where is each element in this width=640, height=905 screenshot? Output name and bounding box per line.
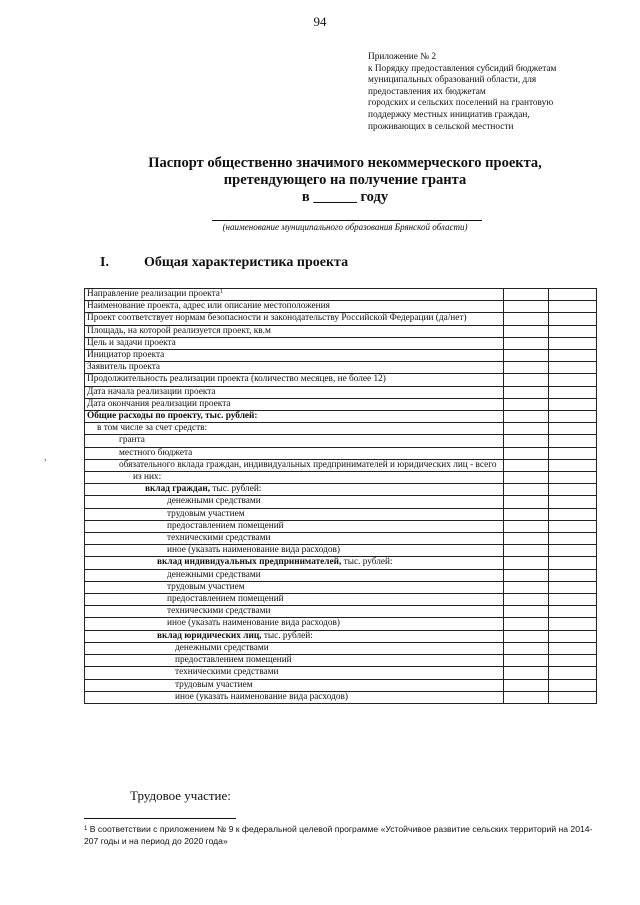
value-cell[interactable] bbox=[549, 313, 597, 325]
row-label: техническими средствами bbox=[85, 533, 504, 545]
value-cell[interactable] bbox=[549, 655, 597, 667]
value-cell[interactable] bbox=[504, 557, 549, 569]
value-cell[interactable] bbox=[549, 557, 597, 569]
row-label: предоставлением помещений bbox=[85, 655, 504, 667]
footnote bbox=[84, 823, 604, 847]
value-cell[interactable] bbox=[504, 667, 549, 679]
value-cell[interactable] bbox=[549, 411, 597, 423]
value-cell[interactable] bbox=[504, 350, 549, 362]
appendix-line: проживающих в сельской местности bbox=[368, 121, 514, 132]
table-row bbox=[85, 301, 597, 313]
row-label: Дата начала реализации проекта bbox=[85, 386, 504, 398]
table-row bbox=[85, 289, 597, 301]
table-row bbox=[85, 374, 597, 386]
row-label: иное (указать наименование вида расходов) bbox=[85, 691, 504, 703]
value-cell[interactable] bbox=[549, 435, 597, 447]
row-label: из них: bbox=[85, 472, 504, 484]
table-row bbox=[85, 642, 597, 654]
value-cell[interactable] bbox=[549, 581, 597, 593]
value-cell[interactable] bbox=[549, 594, 597, 606]
value-cell[interactable] bbox=[549, 569, 597, 581]
project-characteristics-table bbox=[84, 288, 597, 704]
value-cell[interactable] bbox=[504, 472, 549, 484]
table-row bbox=[85, 533, 597, 545]
value-cell[interactable] bbox=[504, 411, 549, 423]
appendix-line: к Порядку предоставления субсидий бюджетам bbox=[368, 63, 557, 74]
value-cell[interactable] bbox=[504, 679, 549, 691]
value-cell[interactable] bbox=[549, 423, 597, 435]
section-number: I. bbox=[100, 255, 109, 270]
value-cell[interactable] bbox=[504, 398, 549, 410]
value-cell[interactable] bbox=[504, 606, 549, 618]
value-cell[interactable] bbox=[549, 691, 597, 703]
row-label: местного бюджета bbox=[85, 447, 504, 459]
municipality-blank-line bbox=[212, 220, 482, 221]
labor-participation-label: Трудовое участие: bbox=[130, 788, 231, 803]
value-cell[interactable] bbox=[504, 435, 549, 447]
table-row bbox=[85, 630, 597, 642]
row-label: Площадь, на которой реализуется проект, кв.м bbox=[85, 325, 504, 337]
value-cell[interactable] bbox=[504, 496, 549, 508]
value-cell[interactable] bbox=[549, 337, 597, 349]
title-line-3: в ______ году bbox=[301, 189, 389, 205]
value-cell[interactable] bbox=[549, 289, 597, 301]
value-cell[interactable] bbox=[549, 301, 597, 313]
row-label: гранта bbox=[85, 435, 504, 447]
row-label: техническими средствами bbox=[85, 667, 504, 679]
value-cell[interactable] bbox=[549, 642, 597, 654]
footnote-marker: 1 bbox=[84, 826, 88, 832]
table-row bbox=[85, 581, 597, 593]
row-label: Инициатор проекта bbox=[85, 350, 504, 362]
row-label: Продолжительность реализации проекта (количество месяцев, не более 12) bbox=[85, 374, 504, 386]
table-row bbox=[85, 679, 597, 691]
table-row bbox=[85, 459, 597, 471]
row-label: иное (указать наименование вида расходов) bbox=[85, 545, 504, 557]
document-title bbox=[0, 155, 640, 206]
table-row bbox=[85, 423, 597, 435]
table-row bbox=[85, 520, 597, 532]
table-row bbox=[85, 398, 597, 410]
value-cell[interactable] bbox=[504, 484, 549, 496]
table-row bbox=[85, 508, 597, 520]
row-label: Заявитель проекта bbox=[85, 362, 504, 374]
value-cell[interactable] bbox=[549, 350, 597, 362]
value-cell[interactable] bbox=[549, 472, 597, 484]
value-cell[interactable] bbox=[549, 398, 597, 410]
row-label: вклад граждан, тыс. рублей: bbox=[85, 484, 504, 496]
value-cell[interactable] bbox=[504, 337, 549, 349]
table-row bbox=[85, 618, 597, 630]
table-row bbox=[85, 655, 597, 667]
value-cell[interactable] bbox=[549, 618, 597, 630]
row-label: денежными средствами bbox=[85, 496, 504, 508]
value-cell[interactable] bbox=[504, 508, 549, 520]
row-label: денежными средствами bbox=[85, 569, 504, 581]
value-cell[interactable] bbox=[549, 447, 597, 459]
value-cell[interactable] bbox=[549, 520, 597, 532]
value-cell[interactable] bbox=[504, 325, 549, 337]
value-cell[interactable] bbox=[504, 533, 549, 545]
value-cell[interactable] bbox=[504, 289, 549, 301]
value-cell[interactable] bbox=[549, 459, 597, 471]
table-row bbox=[85, 484, 597, 496]
value-cell[interactable] bbox=[549, 386, 597, 398]
table-row bbox=[85, 350, 597, 362]
row-label: Наименование проекта, адрес или описание местоположения bbox=[85, 301, 504, 313]
table-row bbox=[85, 545, 597, 557]
value-cell[interactable] bbox=[549, 325, 597, 337]
table-row bbox=[85, 435, 597, 447]
value-cell[interactable] bbox=[549, 533, 597, 545]
table-row bbox=[85, 337, 597, 349]
table-row bbox=[85, 386, 597, 398]
row-label: трудовым участием bbox=[85, 581, 504, 593]
row-label: в том числе за счет средств: bbox=[85, 423, 504, 435]
table-row bbox=[85, 667, 597, 679]
title-line-2: претендующего на получение гранта bbox=[223, 172, 467, 188]
value-cell[interactable] bbox=[504, 545, 549, 557]
scan-mark: , bbox=[44, 452, 47, 463]
table-row bbox=[85, 557, 597, 569]
value-cell[interactable] bbox=[504, 447, 549, 459]
value-cell[interactable] bbox=[549, 374, 597, 386]
row-label: денежными средствами bbox=[85, 642, 504, 654]
appendix-line: поддержку местных инициатив граждан, bbox=[368, 109, 530, 120]
table-row bbox=[85, 313, 597, 325]
table-row bbox=[85, 447, 597, 459]
row-label: Проект соответствует нормам безопасности и законодательству Российской Федерации (да/нет) bbox=[85, 313, 504, 325]
value-cell[interactable] bbox=[504, 581, 549, 593]
row-label: предоставлением помещений bbox=[85, 520, 504, 532]
appendix-line: предоставления их бюджетам bbox=[368, 86, 486, 97]
appendix-note bbox=[368, 52, 608, 133]
table-row bbox=[85, 325, 597, 337]
page-number: 94 bbox=[313, 14, 327, 29]
row-label: Цель и задачи проекта bbox=[85, 337, 504, 349]
value-cell[interactable] bbox=[504, 630, 549, 642]
value-cell[interactable] bbox=[549, 606, 597, 618]
table-row bbox=[85, 594, 597, 606]
value-cell[interactable] bbox=[504, 691, 549, 703]
section-title: Общая характеристика проекта bbox=[144, 255, 349, 270]
value-cell[interactable] bbox=[549, 508, 597, 520]
value-cell[interactable] bbox=[504, 618, 549, 630]
row-label: Дата окончания реализации проекта bbox=[85, 398, 504, 410]
row-label: вклад индивидуальных предпринимателей, тыс. рублей: bbox=[85, 557, 504, 569]
row-label: Общие расходы по проекту, тыс. рублей: bbox=[85, 411, 504, 423]
value-cell[interactable] bbox=[549, 484, 597, 496]
value-cell[interactable] bbox=[504, 459, 549, 471]
row-label: иное (указать наименование вида расходов) bbox=[85, 618, 504, 630]
footnote-ref: 1 bbox=[219, 289, 223, 295]
value-cell[interactable] bbox=[549, 545, 597, 557]
value-cell[interactable] bbox=[504, 386, 549, 398]
value-cell[interactable] bbox=[549, 630, 597, 642]
table-row bbox=[85, 606, 597, 618]
value-cell[interactable] bbox=[504, 301, 549, 313]
table-row bbox=[85, 472, 597, 484]
row-label: обязательного вклада граждан, индивидуальных предпринимателей и юридических лиц - всего bbox=[85, 459, 504, 471]
table-row bbox=[85, 496, 597, 508]
value-cell[interactable] bbox=[549, 496, 597, 508]
appendix-line: муниципальных образований области, для bbox=[368, 75, 537, 86]
value-cell[interactable] bbox=[549, 667, 597, 679]
section-heading bbox=[100, 255, 348, 271]
value-cell[interactable] bbox=[504, 642, 549, 654]
row-label: вклад юридических лиц, тыс. рублей: bbox=[85, 630, 504, 642]
value-cell[interactable] bbox=[504, 655, 549, 667]
value-cell[interactable] bbox=[549, 679, 597, 691]
value-cell[interactable] bbox=[504, 594, 549, 606]
value-cell[interactable] bbox=[504, 362, 549, 374]
municipality-caption: (наименование муниципального образования Брянской области) bbox=[222, 222, 468, 232]
table-row bbox=[85, 362, 597, 374]
appendix-line: Приложение № 2 bbox=[368, 52, 437, 62]
value-cell[interactable] bbox=[504, 520, 549, 532]
value-cell[interactable] bbox=[504, 423, 549, 435]
row-label: предоставлением помещений bbox=[85, 594, 504, 606]
table-row bbox=[85, 411, 597, 423]
table-row bbox=[85, 569, 597, 581]
value-cell[interactable] bbox=[504, 374, 549, 386]
footnote-text: В соответствии с приложением № 9 к федеральной целевой программе «Устойчивое развитие сельских территорий на 2014-207 годы и на период до 2020 года» bbox=[84, 824, 593, 846]
row-label: техническими средствами bbox=[85, 606, 504, 618]
title-line-1: Паспорт общественно значимого некоммерческого проекта, bbox=[148, 155, 542, 171]
value-cell[interactable] bbox=[504, 313, 549, 325]
table-row bbox=[85, 691, 597, 703]
value-cell[interactable] bbox=[549, 362, 597, 374]
value-cell[interactable] bbox=[504, 569, 549, 581]
row-label: Направление реализации проекта$^1$ bbox=[85, 289, 504, 301]
footnote-rule bbox=[84, 818, 236, 819]
appendix-line: городских и сельских поселений на грантовую bbox=[368, 98, 554, 109]
row-label: трудовым участием bbox=[85, 679, 504, 691]
row-label: трудовым участием bbox=[85, 508, 504, 520]
